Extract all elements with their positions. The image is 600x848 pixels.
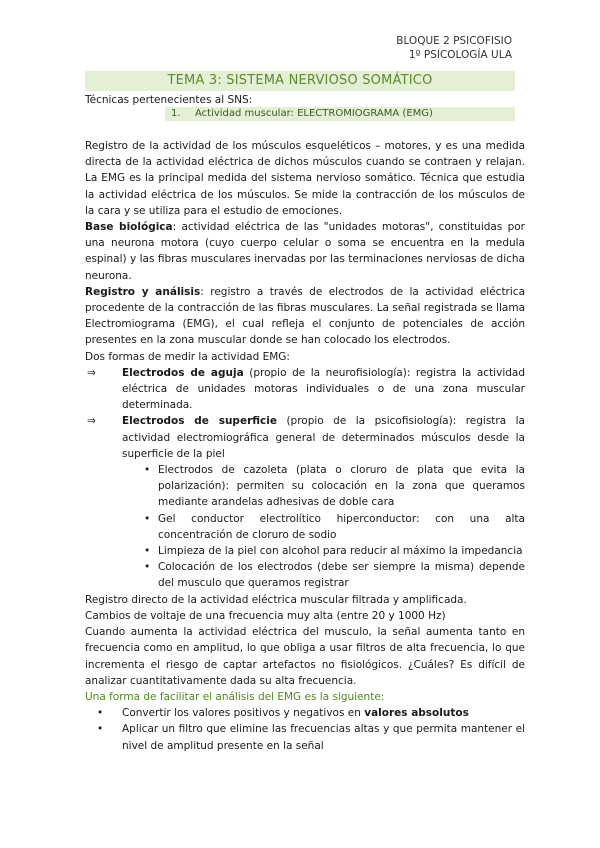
superficie-label: Electrodos de superficie: [122, 415, 277, 428]
final-bullet-list: [85, 705, 525, 754]
aguja-label: Electrodos de aguja: [122, 366, 244, 379]
base-text: : actividad eléctrica de las "unidades motoras", constituidas por una neurona motora (cuyo cuerpo celular o soma se encuentra en la medula espinal) y las fibras musculares inervadas por las terminaciones nerviosas de dicha neurona.: [85, 221, 525, 282]
document-header: [396, 34, 512, 62]
bullet-icon: •: [144, 545, 151, 558]
intro-paragraph: Registro de la actividad de los músculos esqueléticos – motores, y es una medida directa de la actividad eléctrica de dichos músculos cuando se contraen y relajan. La EMG es la principal medida del sistema nervioso somático. Técnica que estudia la actividad eléctrica de los músculos. Se mide la contracción de los músculos de la cara y se utiliza para el estudio de emociones.: [85, 140, 525, 217]
list-item: • Colocación de los electrodos (debe ser siempre la misma) depende del musculo que queramos registrar: [144, 561, 525, 590]
registro-paragraph: [85, 284, 525, 349]
bullet-icon: •: [144, 561, 151, 574]
aguja-text: (propio de la neurofisiología): registra la actividad eléctrica de unidades motoras individuales o de una zona muscular determinada.: [122, 366, 525, 412]
list-item: • Aplicar un filtro que elimine las frecuencias altas y que permita mantener el nivel de amplitud presente en la señal: [97, 723, 525, 752]
numbered-heading-number: 1.: [171, 108, 181, 119]
bullet-icon: •: [144, 512, 151, 525]
header-course: BLOQUE 2 PSICOFISIO: [396, 35, 512, 47]
cambios-line: Cambios de voltaje de una frecuencia muy alta (entre 20 y 1000 Hz): [85, 609, 446, 622]
bullet-icon: •: [97, 723, 104, 736]
facilitar-heading: Una forma de facilitar el análisis del EMG es la siguiente:: [85, 690, 385, 703]
arrow-icon: ⇒: [87, 415, 96, 428]
arrow-icon: ⇒: [87, 366, 96, 379]
numbered-heading: [165, 107, 515, 121]
dos-formas-line: Dos formas de medir la actividad EMG:: [85, 350, 290, 363]
arrow-item-superficie: [85, 413, 525, 462]
list-item: • Electrodos de cazoleta (plata o cloruro de plata que evita la polarización): permiten su colocación en la zona que queramos mediante arandelas adhesivas de doble cara: [144, 464, 525, 509]
base-paragraph: [85, 219, 525, 284]
cuando-paragraph: Cuando aumenta la actividad eléctrica del musculo, la señal aumenta tanto en frecuencia como en amplitud, lo que obliga a usar filtros de alta frecuencia, lo que incrementa el riesgo de captar artefactos no fisiológicos. ¿Cuáles? Es difícil de analizar cuantitativamente dada su alta frecuencia.: [85, 626, 525, 687]
bullet-icon: •: [144, 464, 151, 477]
registro-directo-line: Registro directo de la actividad eléctrica muscular filtrada y amplificada.: [85, 593, 467, 606]
list-item: • Limpieza de la piel con alcohol para reducir al máximo la impedancia: [85, 543, 525, 559]
page-title: TEMA 3: SISTEMA NERVIOSO SOMÁTICO: [85, 71, 515, 91]
header-year: 1º PSICOLOGÍA ULA: [408, 49, 512, 61]
registro-text: : registro a través de electrodos de la actividad eléctrica procedente de la contracción de las fibras musculares. La señal registrada se llama Electromiograma (EMG), el cual refleja el conjunto de potenciales de acción presentes en la zona muscular donde se han colocado los electrodos.: [85, 285, 525, 347]
base-label: Base biológica: [85, 221, 173, 234]
document-body: [85, 138, 525, 754]
registro-label: Registro y análisis: [85, 285, 201, 298]
list-item: • Gel conductor electrolítico hiperconductor: con una alta concentración de cloruro de sodio: [144, 512, 525, 541]
list-item: • Convertir los valores positivos y negativos en valores absolutos: [85, 705, 525, 721]
bullet-icon: •: [97, 707, 104, 720]
superficie-text: (propio de la psicofisiología): registra la actividad electromiográfica general de determinados músculos desde la superficie de la piel: [122, 415, 525, 460]
section-subtitle: Técnicas pertenecientes al SNS:: [85, 94, 253, 106]
arrow-item-aguja: [85, 365, 525, 414]
numbered-heading-text: Actividad muscular: ELECTROMIOGRAMA (EMG): [195, 108, 433, 119]
electrode-bullet-list: [85, 462, 525, 592]
